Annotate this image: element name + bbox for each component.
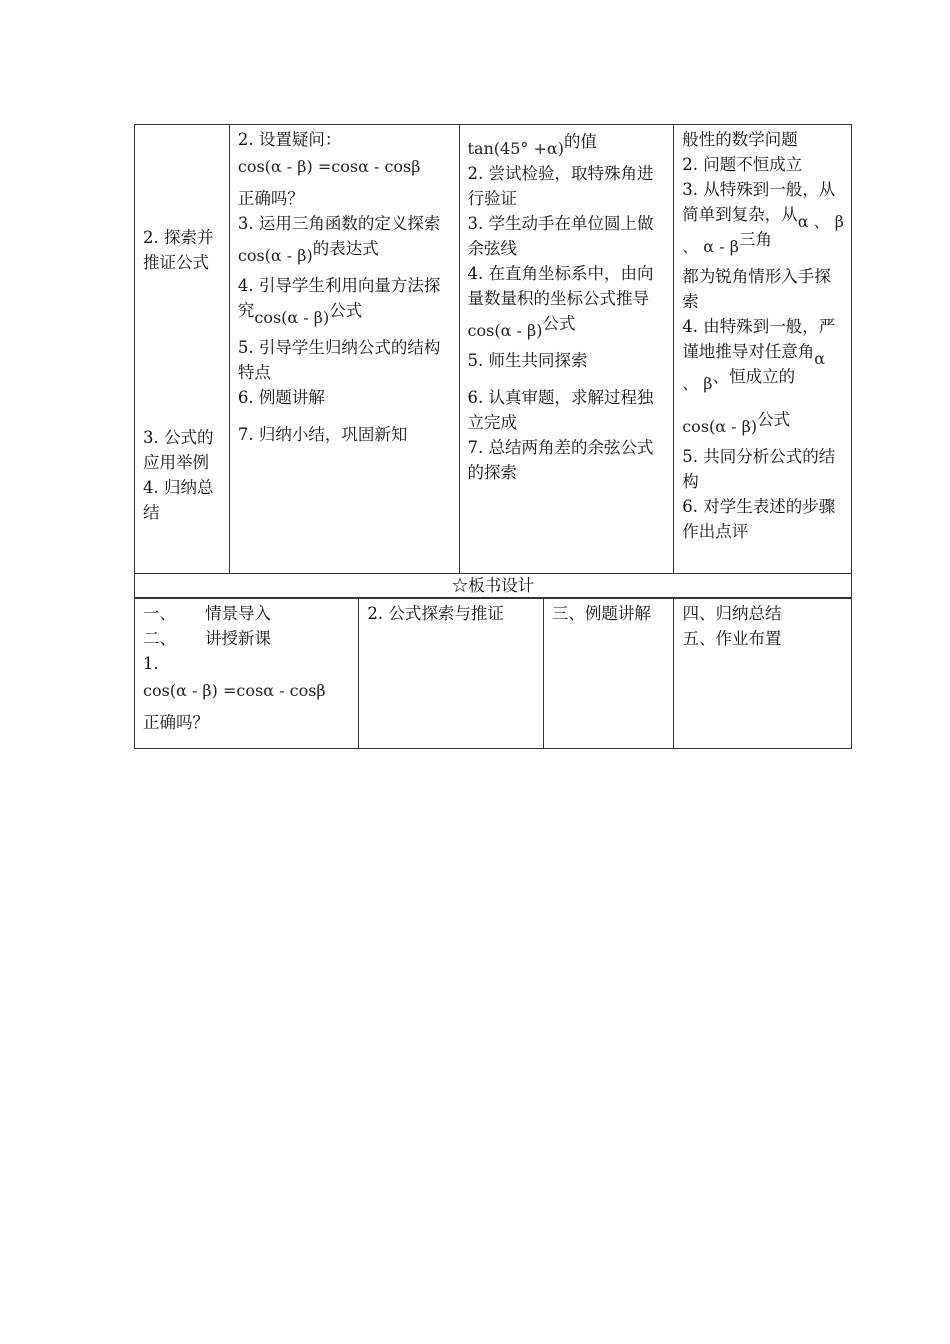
design-intent-column <box>674 125 852 574</box>
board-line-2: 二、 讲授新课 <box>143 629 271 648</box>
stage-column <box>135 125 230 574</box>
teaching-process-table <box>134 124 852 574</box>
board-homework: 五、作业布置 <box>682 629 782 648</box>
student-item7: 7. 总结两角差的余弦公式的探索 <box>467 438 654 482</box>
student-item5: 5. 师生共同探索 <box>467 351 588 370</box>
student-item3: 3. 学生动手在单位圆上做余弦线 <box>467 214 654 258</box>
stage-summary: 4. 归纳总结 <box>143 478 214 522</box>
student-item6: 6. 认真审题，求解过程独立完成 <box>467 388 654 432</box>
formula-cos-diff: cos(α - β) <box>467 321 543 340</box>
board-col-intro <box>135 599 359 749</box>
formula-tan: tan(45° +α) <box>467 139 564 158</box>
board-line-1: 一、 情景导入 <box>143 604 271 623</box>
formula-cos-diff: cos(α - β) <box>237 246 313 265</box>
student-item4: 4. 在直角坐标系中，由向量数量积的坐标公式推导cos(α - β)公式 <box>467 264 654 340</box>
teacher-item4: 4. 引导学生利用向量方法探究cos(α - β)公式 <box>237 276 441 327</box>
board-summary: 四、归纳总结 <box>682 604 782 623</box>
board-col-examples: 三、例题讲解 <box>543 599 674 749</box>
board-design-table <box>134 598 852 749</box>
student-activity-column <box>459 125 674 574</box>
intent-item4-formula: cos(α - β)公式 <box>682 410 791 436</box>
teacher-item3: 3. 运用三角函数的定义探索cos(α - β)的表达式 <box>237 214 441 265</box>
student-item2: 2. 尝试检验，取特殊角进行验证 <box>467 164 654 208</box>
teacher-item6: 6. 例题讲解 <box>237 388 325 407</box>
formula-angles: α 、 β 、 α - β <box>682 212 844 256</box>
formula-angles: α 、 β <box>682 349 826 393</box>
stage-explore: 2. 探索并推证公式 <box>143 228 214 272</box>
board-col-formula: 2. 公式探索与推证 <box>359 599 543 749</box>
board-title: ☆板书设计 <box>135 574 852 598</box>
formula-cos-diff: cos(α - β) <box>254 308 330 327</box>
teacher-item5: 5. 引导学生归纳公式的结构特点 <box>237 338 441 382</box>
student-item1: tan(45° +α)的值 <box>467 132 597 158</box>
teacher-activity-column <box>229 125 459 574</box>
formula-cos-diff: cos(α - β) <box>682 417 758 436</box>
intent-item3-cont: 都为锐角情形入手探索 <box>682 267 831 311</box>
board-line-3: 1. <box>143 654 159 673</box>
intent-item2: 2. 问题不恒成立 <box>682 155 803 174</box>
board-title-row <box>134 573 852 598</box>
board-question: 正确吗？ <box>143 713 209 732</box>
intent-item4: 4. 由特殊到一般，严谨地推导对任意角α 、 β、恒成立的 <box>682 317 836 393</box>
intent-item1: 般性的数学问题 <box>682 130 798 149</box>
teacher-item2-title: 2. 设置疑问： <box>237 130 342 149</box>
intent-item5: 5. 共同分析公式的结构 <box>682 447 836 491</box>
teacher-item2-formula: cos(α - β) =cosα - cosβ <box>237 157 421 176</box>
board-formula: cos(α - β) =cosα - cosβ <box>143 681 326 700</box>
board-col-summary <box>674 599 852 749</box>
teacher-item2-question: 正确吗？ <box>237 189 304 208</box>
intent-item3: 3. 从特殊到一般，从简单到复杂，从α 、 β 、 α - β三角 <box>682 180 844 256</box>
intent-item6: 6. 对学生表述的步骤作出点评 <box>682 497 836 541</box>
stage-application: 3. 公式的应用举例 <box>143 428 214 472</box>
teacher-item7: 7. 归纳小结，巩固新知 <box>237 425 408 444</box>
